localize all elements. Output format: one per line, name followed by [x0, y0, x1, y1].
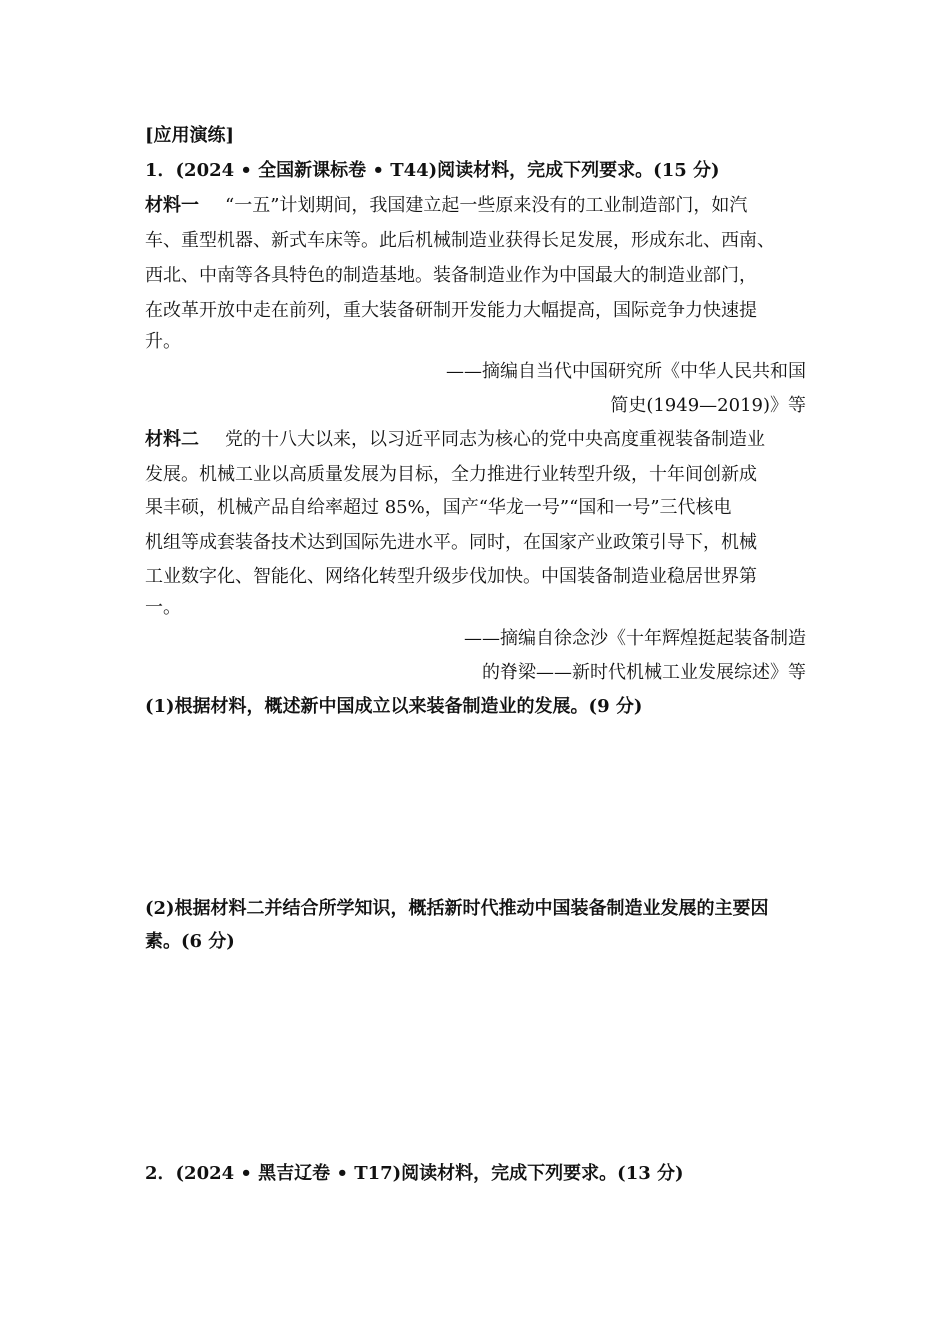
material-1-source-1: ——摘编自当代中国研究所《中华人民共和国	[446, 361, 806, 382]
material-1-line-2: 车、重型机器、新式车床等。此后机械制造业获得长足发展，形成东北、西南、	[145, 230, 775, 251]
material-2-line-4: 机组等成套装备技术达到国际先进水平。同时，在国家产业政策引导下，机械	[145, 532, 757, 553]
material-1-text: “一五”计划期间，我国建立起一些原来没有的工业制造部门，如汽	[225, 195, 748, 216]
material-1-source-2: 简史(1949—2019)》等	[610, 395, 806, 416]
material-2-line-1	[145, 428, 765, 452]
material-2-source-2: 的脊梁——新时代机械工业发展综述》等	[482, 662, 806, 683]
material-1-line-5: 升。	[145, 331, 181, 352]
question-2-header: 2．(2024 • 黑吉辽卷 • T17)阅读材料，完成下列要求。(13 分)	[145, 1163, 684, 1184]
material-2-text: 党的十八大以来，以习近平同志为核心的党中央高度重视装备制造业	[225, 429, 765, 450]
question-1-header: 1．(2024 • 全国新课标卷 • T44)阅读材料，完成下列要求。(15 分)	[145, 160, 720, 181]
material-1-line-1	[145, 194, 747, 218]
sub-question-1: (1)根据材料，概述新中国成立以来装备制造业的发展。(9 分)	[145, 696, 643, 717]
sub-question-2-line-1: (2)根据材料二并结合所学知识，概括新时代推动中国装备制造业发展的主要因	[145, 898, 769, 919]
material-2-line-6: 一。	[145, 597, 181, 618]
material-1-line-4: 在改革开放中走在前列，重大装备研制开发能力大幅提高，国际竞争力快速提	[145, 300, 757, 321]
material-1-line-3: 西北、中南等各具特色的制造基地。装备制造业作为中国最大的制造业部门，	[145, 265, 757, 286]
material-2-label: 材料二	[145, 429, 199, 450]
sub-question-2-line-2: 素。(6 分)	[145, 931, 235, 952]
material-2-line-5: 工业数字化、智能化、网络化转型升级步伐加快。中国装备制造业稳居世界第	[145, 566, 757, 587]
section-title: [应用演练]	[145, 125, 235, 146]
material-1-label: 材料一	[145, 195, 199, 216]
material-2-line-2: 发展。机械工业以高质量发展为目标，全力推进行业转型升级，十年间创新成	[145, 464, 757, 485]
material-2-source-1: ——摘编自徐念沙《十年辉煌挺起装备制造	[464, 628, 806, 649]
material-2-line-3: 果丰硕，机械产品自给率超过 85%，国产“华龙一号”“国和一号”三代核电	[145, 497, 732, 518]
